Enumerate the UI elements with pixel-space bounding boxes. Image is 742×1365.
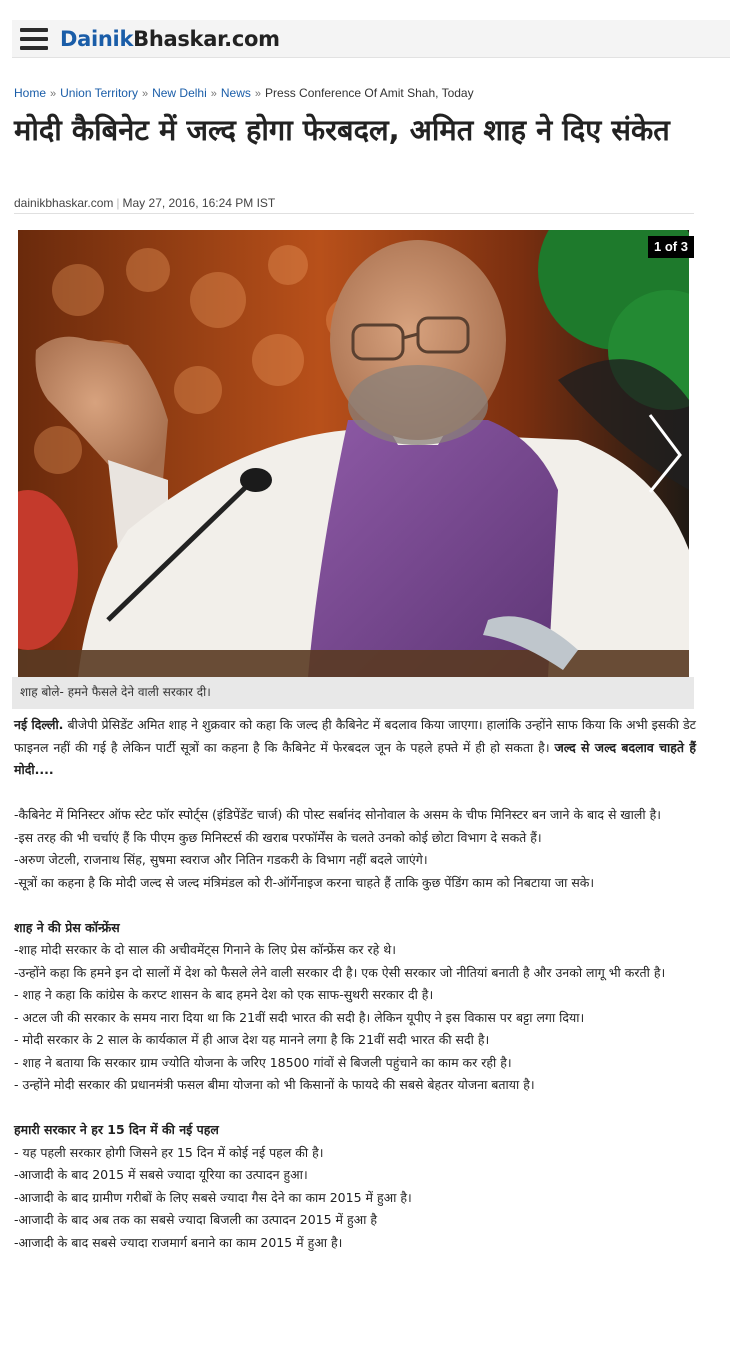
lead-text: बीजेपी प्रेसिडेंट अमित शाह ने शुक्रवार को कहा कि जल्द ही कैबिनेट में बदलाव किया जाएगा। हालांकि उन्होंने साफ किया कि अभी इसकी डेट फाइनल नहीं की गई है लेकिन पार्टी सूत्रों का कहना है कि कैबिनेट में फेरबदल जून के पहले हफ्ते में ही हो सकता है।	[14, 717, 696, 755]
breadcrumb-news[interactable]: News	[220, 86, 251, 100]
slide-counter: 1 of 3	[648, 236, 694, 258]
list-item: -आजादी के बाद अब तक का सबसे ज्यादा बिजली का उत्पादन 2015 में हुआ है	[14, 1212, 378, 1227]
section-heading: शाह ने की प्रेस कॉन्फ्रेंस	[14, 919, 120, 935]
site-logo[interactable]	[60, 27, 280, 51]
breadcrumb-union-territory[interactable]: Union Territory	[60, 86, 138, 100]
site-header	[12, 20, 730, 58]
breadcrumb-new-delhi[interactable]: New Delhi	[152, 86, 207, 100]
list-item: -सूत्रों का कहना है कि मोदी जल्द से जल्द मंत्रिमंडल को री-ऑर्गेनाइज करना चाहते हैं ताकि कुछ पेंडिंग काम को निबटाया जा सके।	[14, 874, 595, 890]
image-caption: शाह बोले- हमने फैसले देने वाली सरकार दी।	[12, 677, 694, 709]
list-item: - मोदी सरकार के 2 साल के कार्यकाल में ही आज देश यह मानने लगा है कि 21वीं सदी भारत की सदी है।	[14, 1032, 490, 1047]
breadcrumb-separator: »	[141, 88, 149, 100]
list-item: -कैबिनेट में मिनिस्टर ऑफ स्टेट फॉर स्पोर्ट्स (इंडिपेंडेंट चार्ज) की पोस्ट सर्बानंद सोनोवाल के असम के चीफ मिनिस्टर बन जाने के बाद से खाली है।	[14, 807, 661, 822]
breadcrumb-separator: »	[254, 88, 262, 100]
breadcrumb-home[interactable]: Home	[14, 86, 47, 100]
breadcrumb	[14, 86, 474, 100]
breadcrumb-separator: »	[210, 88, 217, 100]
section-heading: हमारी सरकार ने हर 15 दिन में की नई पहल	[14, 1122, 219, 1137]
list-item: - उन्होंने मोदी सरकार की प्रधानमंत्री फसल बीमा योजना को भी किसानों के फायदे की सबसे बेहतर योजना बताया है।	[14, 1077, 535, 1092]
meta-divider-line	[14, 213, 694, 214]
list-item: -आजादी के बाद सबसे ज्यादा राजमार्ग बनाने का काम 2015 में हुआ है।	[14, 1234, 343, 1250]
article-datetime: May 27, 2016, 16:24 PM IST	[122, 196, 276, 210]
lead-paragraph	[14, 714, 696, 782]
list-item: - अटल जी की सरकार के समय नारा दिया था कि 21वीं सदी भारत की सदी है। लेकिन यूपीए ने इस विकास पर बट्टा लगा दिया।	[14, 1009, 585, 1025]
article-headline: मोदी कैबिनेट में जल्द होगा फेरबदल, अमित शाह ने दिए संकेत	[14, 113, 670, 147]
list-item: - शाह ने कहा कि कांग्रेस के करप्ट शासन के बाद हमने देश को एक साफ-सुथरी सरकार दी है।	[14, 987, 434, 1002]
lead-bold-tail: जल्द से जल्द बदलाव चाहते हैं मोदी....	[14, 739, 696, 777]
logo-part-bhaskar: Bhaskar.com	[133, 26, 280, 51]
meta-divider: |	[116, 196, 120, 210]
article-meta	[14, 196, 275, 210]
dateline: नई दिल्ली.	[14, 717, 64, 732]
list-item: -आजादी के बाद 2015 में सबसे ज्यादा यूरिया का उत्पादन हुआ।	[14, 1167, 308, 1182]
gallery-image[interactable]	[18, 230, 689, 677]
list-item: -शाह मोदी सरकार के दो साल की अचीवमेंट्स गिनाने के लिए प्रेस कॉन्फ्रेंस कर रहे थे।	[14, 942, 396, 957]
list-item: -इस तरह की भी चर्चाएं हैं कि पीएम कुछ मिनिस्टर्स की खराब परफॉर्मेंस के चलते उनको कोई छोटा विभाग दे सकते हैं।	[14, 829, 542, 845]
logo-part-dainik: Dainik	[60, 26, 134, 51]
breadcrumb-separator: »	[50, 88, 57, 100]
list-item: -अरुण जेटली, राजनाथ सिंह, सुषमा स्वराज और नितिन गडकरी के विभाग नहीं बदले जाएंगे।	[14, 852, 428, 867]
list-item: - यह पहली सरकार होगी जिसने हर 15 दिन में कोई नई पहल की है।	[14, 1144, 324, 1160]
list-item: -आजादी के बाद ग्रामीण गरीबों के लिए सबसे ज्यादा गैस देने का काम 2015 में हुआ है।	[14, 1189, 412, 1205]
list-item: - शाह ने बताया कि सरकार ग्राम ज्योति योजना के जरिए 18500 गांवों से बिजली पहुंचाने का काम कर रही है।	[14, 1054, 512, 1070]
article-body	[14, 714, 696, 1254]
list-item: -उन्होंने कहा कि हमने इन दो सालों में देश को फैसले लेने वाली सरकार दी है। एक ऐसी सरकार जो नीतियां बनाती है और उनको लागू भी करती है।	[14, 964, 666, 980]
menu-icon[interactable]	[20, 28, 48, 50]
article-source[interactable]: dainikbhaskar.com	[14, 196, 114, 210]
breadcrumb-current: Press Conference Of Amit Shah, Today	[265, 86, 474, 100]
press-conference-photo	[18, 230, 689, 677]
